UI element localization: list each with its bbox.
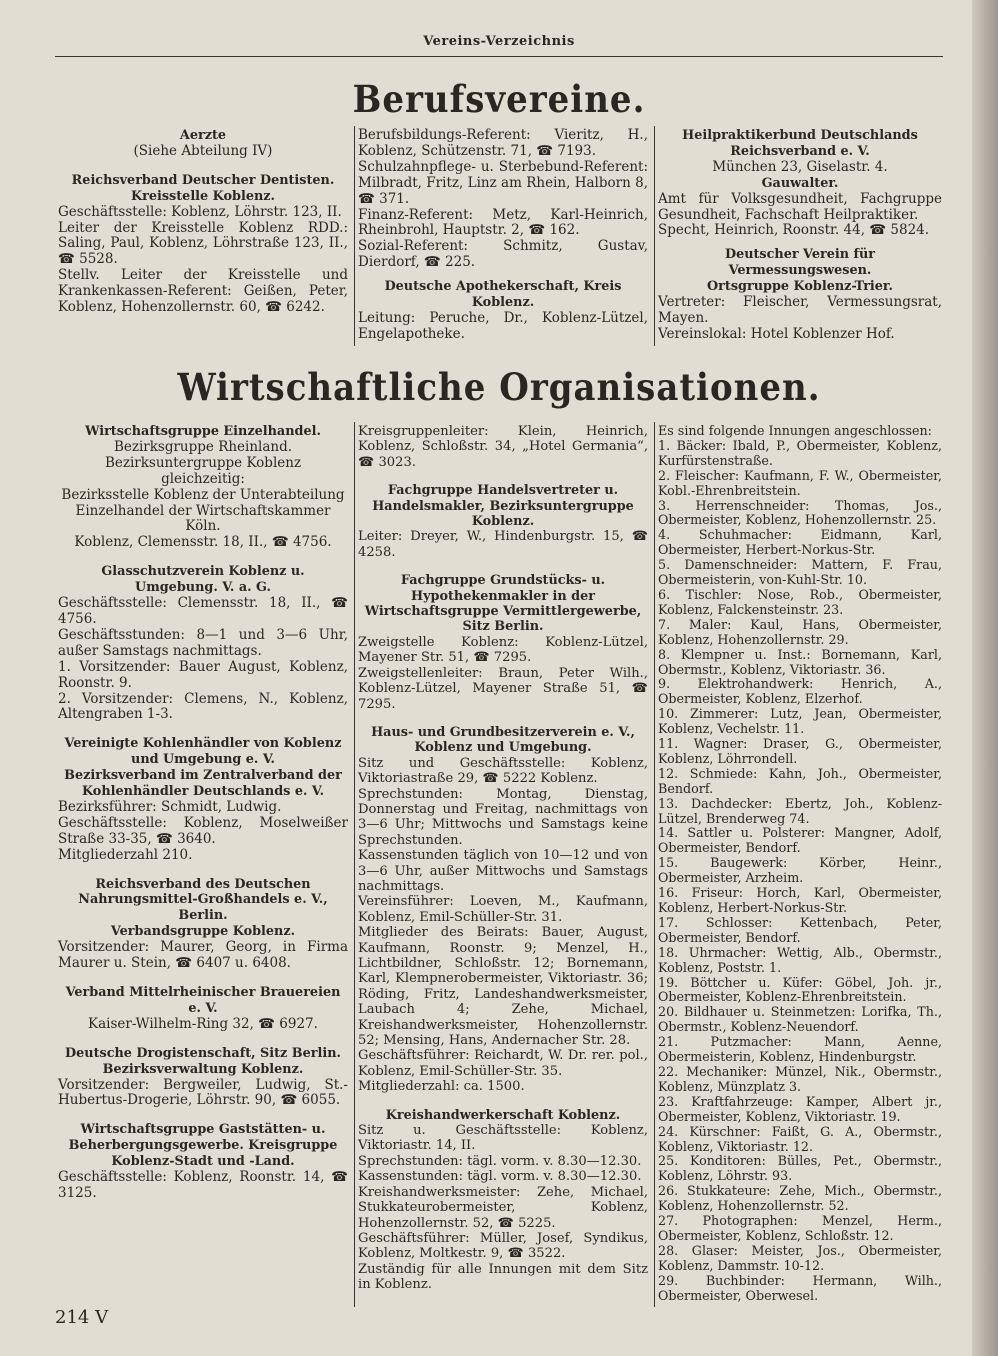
- spacer: [58, 864, 348, 877]
- spacer: [58, 723, 348, 736]
- spacer: [358, 470, 648, 483]
- entry-text: Sozial-Referent: Schmitz, Gustav, Dierdorf, ☎ 225.: [358, 238, 648, 271]
- entry-text: 24. Kürschner: Faißt, G. A., Obermstr., Koblenz, Viktoriastr. 12.: [658, 1123, 942, 1154]
- entry-text: Geschäftsstelle: Koblenz, Löhrstr. 123, II.: [58, 203, 342, 220]
- entry-text: Bezirksstelle Koblenz der Unterabteilung Einzelhandel der Wirtschaftskammer Köln.: [61, 486, 345, 535]
- entry-text: 21. Putzmacher: Mann, Aenne, Obermeisterin, Koblenz, Hindenburgstr.: [658, 1034, 942, 1065]
- entry-heading: Deutsche Apothekerschaft, Kreis Koblenz.: [384, 279, 622, 311]
- entry-text: 11. Wagner: Draser, G., Obermeister, Koblenz, Löhrrondell.: [658, 736, 942, 766]
- spacer: [358, 1095, 648, 1108]
- entry-text: 1. Vorsitzender: Bauer August, Koblenz, Roonstr. 9.: [58, 658, 348, 691]
- entry-text: gleichzeitig:: [161, 470, 245, 487]
- entry-heading: Reichsverband Deutscher Dentisten.: [71, 172, 335, 188]
- column-divider: [354, 422, 355, 1307]
- entry-heading: Gauwalter.: [761, 175, 839, 191]
- spacer: [358, 560, 648, 573]
- spacer: [58, 972, 348, 985]
- entry-text: Koblenz, Clemensstr. 18, II., ☎ 4756.: [74, 534, 332, 551]
- entry-text: 1. Bäcker: Ibald, P., Obermeister, Koblenz, Kurfürstenstraße.: [658, 437, 942, 468]
- spacer: [358, 712, 648, 725]
- entry-heading: Bezirksverwaltung Koblenz.: [102, 1061, 304, 1077]
- column-wirtschaft-2: [358, 424, 648, 1293]
- entry-text: 13. Dachdecker: Ebertz, Joh., Koblenz-Lützel, Brenderweg 74.: [658, 795, 942, 826]
- spacer: [58, 1109, 348, 1122]
- entry-text: Sitz u. Geschäftsstelle: Koblenz, Viktoriastr. 14, II.: [358, 1123, 648, 1154]
- header-rule: [55, 56, 943, 57]
- entry-text: Es sind folgende Innungen angeschlossen:: [658, 423, 932, 438]
- column-berufsvereine-2: [358, 128, 648, 343]
- entry-text: München 23, Giselastr. 4.: [712, 158, 888, 175]
- entry-text: Amt für Volksgesundheit, Fachgruppe Gesundheit, Fachschaft Heilpraktiker.: [658, 190, 942, 223]
- column-berufsvereine-1: [58, 128, 348, 316]
- entry-text: 12. Schmiede: Kahn, Joh., Obermeister, Bendorf.: [658, 765, 942, 796]
- entry-text: Kaiser-Wilhelm-Ring 32, ☎ 6927.: [88, 1015, 318, 1032]
- entry-heading: Fachgruppe Handelsvertreter u. Handelsmakler, Bezirksuntergruppe Koblenz.: [372, 483, 634, 530]
- entry-heading: Deutsche Drogistenschaft, Sitz Berlin.: [65, 1045, 341, 1061]
- entry-text: Leitung: Peruche, Dr., Koblenz-Lützel, Engelapotheke.: [358, 309, 648, 342]
- entry-text: Specht, Heinrich, Roonstr. 44, ☎ 5824.: [658, 222, 930, 239]
- entry-text: 16. Friseur: Horch, Karl, Obermeister, Koblenz, Herbert-Norkus-Str.: [658, 885, 942, 915]
- entry-heading: Heilpraktikerbund Deutschlands Reichsverband e. V.: [682, 128, 918, 159]
- entry-text: Stellv. Leiter der Kreisstelle und Krankenkassen-Referent: Geißen, Peter, Koblenz, Hohenzollernstr. 60, ☎ 6242.: [58, 267, 348, 316]
- entry-text: Vereinsführer: Loeven, M., Kaufmann, Koblenz, Emil-Schüller-Str. 31.: [358, 894, 648, 925]
- entry-heading: Glasschutzverein Koblenz u. Umgebung. V. a. G.: [101, 564, 305, 596]
- entry-text: Kassenstunden: tägl. vorm. v. 8.30—12.30.: [358, 1169, 642, 1185]
- entry-text: Geschäftsführer: Müller, Josef, Syndikus, Koblenz, Moltkestr. 9, ☎ 3522.: [358, 1230, 648, 1262]
- entry-text: Geschäftsstelle: Koblenz, Roonstr. 14, ☎ 3125.: [58, 1169, 348, 1201]
- page-number: 214 V: [55, 1307, 109, 1328]
- entry-text: Bezirksgruppe Rheinland.: [113, 438, 293, 455]
- column-divider: [654, 422, 655, 1307]
- entry-text: Bezirksführer: Schmidt, Ludwig.: [58, 798, 282, 815]
- entry-text: 3. Herrenschneider: Thomas, Jos., Obermeister, Koblenz, Hohenzollernstr. 25.: [658, 497, 942, 528]
- entry-text: 14. Sattler u. Polsterer: Mangner, Adolf, Obermeister, Bendorf.: [658, 825, 942, 856]
- entry-text: Leiter der Kreisstelle Koblenz RDD.: Saling, Paul, Koblenz, Löhrstraße 123, II., ☎ 5528.: [58, 219, 348, 268]
- column-divider: [654, 126, 655, 346]
- column-wirtschaft-1: [58, 424, 348, 1202]
- entry-heading: Haus- und Grundbesitzerverein e. V., Koblenz und Umgebung.: [371, 724, 635, 756]
- running-header: Vereins-Verzeichnis: [423, 34, 575, 49]
- entry-text: 10. Zimmerer: Lutz, Jean, Obermeister, Koblenz, Vechelstr. 11.: [658, 706, 942, 737]
- entry-text: Berufsbildungs-Referent: Vieritz, H., Koblenz, Schützenstr. 71, ☎ 7193.: [358, 127, 648, 159]
- entry-heading: Kreisstelle Koblenz.: [130, 188, 275, 204]
- entry-text: Vereinslokal: Hotel Koblenzer Hof.: [658, 325, 895, 342]
- entry-text: 5. Damenschneider: Mattern, F. Frau, Obermeisterin, von-Kuhl-Str. 10.: [658, 557, 942, 588]
- column-divider: [354, 126, 355, 346]
- entry-text: 28. Glaser: Meister, Jos., Obermeister, Koblenz, Dammstr. 10-12.: [658, 1242, 942, 1273]
- entry-text: Vorsitzender: Bergweiler, Ludwig, St.-Hubertus-Drogerie, Löhrstr. 90, ☎ 6055.: [58, 1076, 348, 1109]
- entry-heading: Wirtschaftsgruppe Gaststätten- u. Beherbergungsgewerbe. Kreisgruppe Koblenz-Stadt und -Land.: [68, 1122, 338, 1170]
- entry-text: 29. Buchbinder: Hermann, Wilh., Obermeister, Oberwesel.: [658, 1272, 942, 1303]
- spacer: [658, 239, 942, 247]
- entry-text: 4. Schuhmacher: Eidmann, Karl, Obermeister, Herbert-Norkus-Str.: [658, 527, 942, 558]
- entry-text: 2. Fleischer: Kaufmann, F. W., Obermeister, Kobl.-Ehrenbreitstein.: [658, 467, 942, 498]
- entry-text: Zweigstellenleiter: Braun, Peter Wilh., Koblenz-Lützel, Mayener Straße 51, ☎ 7295.: [358, 665, 648, 712]
- spacer: [358, 271, 648, 279]
- entry-heading: Kreishandwerkerschaft Koblenz.: [385, 1107, 621, 1123]
- entry-text: 27. Photographen: Menzel, Herm., Obermeister, Koblenz, Schloßstr. 12.: [658, 1213, 942, 1243]
- entry-text: 26. Stukkateure: Zehe, Mich., Obermstr., Koblenz, Hohenzollernstr. 52.: [658, 1183, 942, 1214]
- entry-text: Kreishandwerksmeister: Zehe, Michael, Stukkateurobermeister, Koblenz, Hohenzollernstr. 52, ☎ 5225.: [358, 1184, 648, 1231]
- page-edge: [972, 0, 998, 1356]
- entry-text: 17. Schlosser: Kettenbach, Peter, Obermeister, Bendorf.: [658, 914, 942, 945]
- spacer: [58, 1033, 348, 1046]
- entry-text: 9. Elektrohandwerk: Henrich, A., Obermeister, Koblenz, Elzerhof.: [658, 676, 942, 707]
- entry-text: Geschäftsstelle: Clemensstr. 18, II., ☎ 4756.: [58, 595, 348, 627]
- entry-text: Kassenstunden täglich von 10—12 und von 3—6 Uhr, außer Mittwochs und Samstags nachmittags.: [358, 848, 648, 894]
- entry-heading: Aerzte: [179, 128, 227, 143]
- entry-heading: Deutscher Verein für Vermessungswesen.: [724, 247, 876, 279]
- column-wirtschaft-3: [658, 424, 942, 1303]
- entry-text: Kreisgruppenleiter: Klein, Heinrich, Koblenz, Schloßstr. 34, „Hotel Germania“, ☎ 3023.: [358, 424, 648, 470]
- entry-text: Mitglieder des Beirats: Bauer, August, Kaufmann, Roonstr. 9; Menzel, H., Lichtbildner, Schloßstr. 12; Bornemann, Karl, Klempnerobermeister, Viktoriastr. 36; Röding, Fritz, Landeshandwerksmeister, Laubach 4; Zehe, Michael, Kreishandwerksmeister, Hohenzollernstr. 52; Mensing, Hans, Andernacher Str. 28.: [358, 925, 648, 1049]
- entry-text: Geschäftsstunden: 8—1 und 3—6 Uhr, außer Samstags nachmittags.: [58, 626, 348, 659]
- entry-text: Vertreter: Fleischer, Vermessungsrat, Mayen.: [658, 294, 942, 326]
- entry-heading: Vereinigte Kohlenhändler von Koblenz und Umgebung e. V.: [64, 736, 342, 768]
- entry-text: 20. Bildhauer u. Steinmetzen: Lorifka, Th., Obermstr., Koblenz-Neuendorf.: [658, 1004, 942, 1035]
- section-title-wirtschaftliche-organisationen: Wirtschaftliche Organisationen.: [177, 366, 821, 410]
- entry-text: Leiter: Dreyer, W., Hindenburgstr. 15, ☎ 4258.: [358, 529, 648, 560]
- entry-text: 25. Konditoren: Bülles, Pet., Obermstr., Koblenz, Löhrstr. 93.: [658, 1153, 942, 1184]
- entry-text: Geschäftsstelle: Koblenz, Moselweißer Straße 33-35, ☎ 3640.: [58, 814, 348, 847]
- entry-text: 23. Kraftfahrzeuge: Kamper, Albert jr., Obermeister, Koblenz, Viktoriastr. 19.: [658, 1093, 942, 1124]
- entry-text: 22. Mechaniker: Münzel, Nik., Obermstr., Koblenz, Münzplatz 3.: [658, 1063, 942, 1094]
- entry-text: Zuständig für alle Innungen mit dem Sitz in Koblenz.: [358, 1261, 648, 1293]
- spacer: [58, 160, 348, 173]
- entry-text: Mitgliederzahl: ca. 1500.: [358, 1079, 525, 1095]
- entry-text: 15. Baugewerk: Körber, Heinr., Obermeister, Arzheim.: [658, 855, 942, 886]
- section-title-berufsvereine: Berufsvereine.: [352, 78, 646, 122]
- entry-text: 7. Maler: Kaul, Hans, Obermeister, Koblenz, Hohenzollernstr. 29.: [658, 616, 942, 647]
- entry-text: Vorsitzender: Maurer, Georg, in Firma Maurer u. Stein, ☎ 6407 u. 6408.: [58, 939, 348, 972]
- entry-text: Finanz-Referent: Metz, Karl-Heinrich, Rheinbrohl, Hauptstr. 2, ☎ 162.: [358, 206, 648, 239]
- entry-text: 6. Tischler: Nose, Rob., Obermeister, Koblenz, Falckensteinstr. 23.: [658, 586, 942, 617]
- entry-heading: Fachgruppe Grundstücks- u. Hypothekenmakler in der Wirtschaftsgruppe Vermittlergewerbe, Sitz Berlin.: [364, 573, 642, 635]
- entry-heading: Wirtschaftsgruppe Einzelhandel.: [85, 424, 321, 439]
- entry-heading: Bezirksverband im Zentralverband der Kohlenhändler Deutschlands e. V.: [64, 768, 342, 800]
- entry-text: Schulzahnpflege- u. Sterbebund-Referent: Milbradt, Fritz, Linz am Rhein, Halborn 8, ☎ 371.: [358, 158, 648, 207]
- spacer: [58, 551, 348, 564]
- entry-heading: Ortsgruppe Koblenz-Trier.: [707, 279, 893, 295]
- entry-text: 2. Vorsitzender: Clemens, N., Koblenz, Altengraben 1-3.: [58, 690, 348, 723]
- entry-text: Sprechstunden: tägl. vorm. v. 8.30—12.30.: [358, 1153, 642, 1169]
- entry-text: (Siehe Abteilung IV): [133, 142, 273, 159]
- entry-heading: Verband Mittelrheinischer Brauereien e. V.: [65, 985, 341, 1016]
- entry-heading: Verbandsgruppe Koblenz.: [110, 924, 296, 940]
- entry-text: Geschäftsführer: Reichardt, W. Dr. rer. pol., Koblenz, Emil-Schüller-Str. 35.: [358, 1048, 648, 1079]
- entry-text: 19. Böttcher u. Küfer: Göbel, Joh. jr., Obermeister, Koblenz-Ehrenbreitstein.: [658, 974, 942, 1005]
- entry-text: 8. Klempner u. Inst.: Bornemann, Karl, Obermstr., Koblenz, Viktoriastr. 36.: [658, 646, 942, 677]
- entry-text: Sprechstunden: Montag, Dienstag, Donnerstag und Freitag, nachmittags von 3—6 Uhr; Mittwochs und Samstags keine Sprechstunden.: [358, 786, 648, 848]
- entry-heading: Reichsverband des Deutschen Nahrungsmittel-Großhandels e. V., Berlin.: [78, 876, 328, 924]
- entry-text: Bezirksuntergruppe Koblenz: [104, 454, 302, 471]
- entry-text: Mitgliederzahl 210.: [58, 846, 193, 863]
- entry-text: 18. Uhrmacher: Wettig, Alb., Obermstr., Koblenz, Poststr. 1.: [658, 944, 942, 975]
- column-berufsvereine-3: [658, 128, 942, 343]
- entry-text: Sitz und Geschäftsstelle: Koblenz, Viktoriastraße 29, ☎ 5222 Koblenz.: [358, 755, 648, 787]
- entry-text: Zweigstelle Koblenz: Koblenz-Lützel, Mayener Str. 51, ☎ 7295.: [358, 634, 648, 666]
